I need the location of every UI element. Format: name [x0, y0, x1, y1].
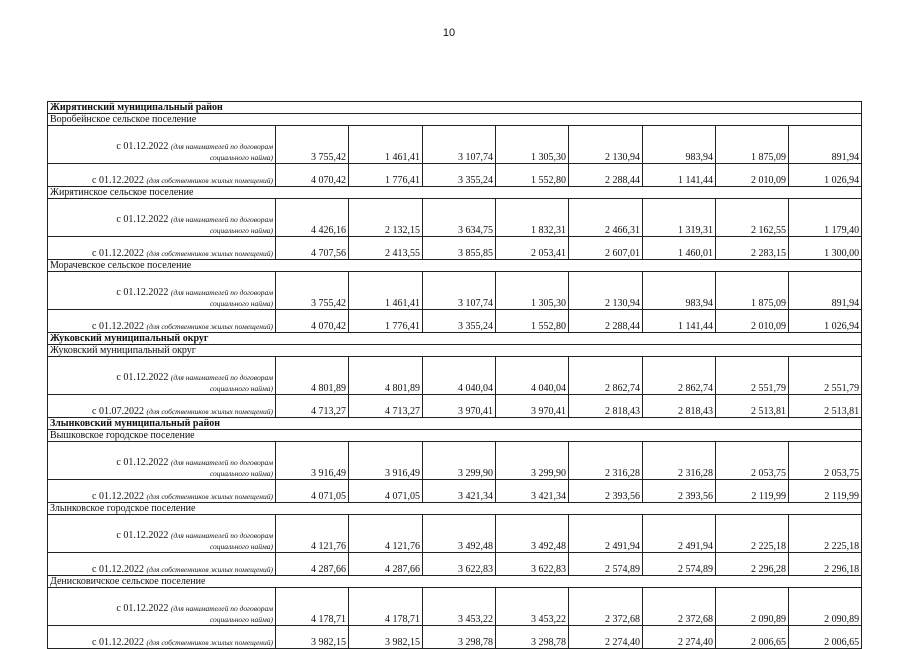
tariff-value: 2 491,94 — [569, 515, 643, 553]
row-label — [48, 626, 276, 649]
tenant-note-cont: социального найма) — [209, 469, 273, 478]
row-label — [48, 395, 276, 418]
district-name: Жуковский муниципальный округ — [48, 333, 862, 345]
row-label — [48, 588, 276, 626]
tariff-value: 2 513,81 — [716, 395, 789, 418]
tariff-value: 2 274,40 — [643, 626, 716, 649]
tariff-value: 3 755,42 — [276, 272, 349, 310]
tariff-value: 3 970,41 — [423, 395, 496, 418]
effective-date: с 01.12.2022 — [116, 287, 169, 298]
tariff-value: 2 491,94 — [643, 515, 716, 553]
tariff-value: 2 818,43 — [643, 395, 716, 418]
effective-date: с 01.07.2022 — [92, 406, 144, 417]
row-label — [48, 480, 276, 503]
tariff-value: 3 634,75 — [423, 199, 496, 237]
tariff-value: 2 466,31 — [569, 199, 643, 237]
tariff-table — [47, 101, 862, 649]
subsection-header-row — [48, 503, 862, 515]
tenant-note-cont: социального найма) — [209, 153, 273, 162]
tariff-value: 2 162,55 — [716, 199, 789, 237]
effective-date: с 01.12.2022 — [116, 603, 169, 614]
tariff-value: 2 393,56 — [643, 480, 716, 503]
tariff-value: 4 713,27 — [276, 395, 349, 418]
row-label — [48, 442, 276, 480]
tariff-value: 1 832,31 — [496, 199, 569, 237]
tariff-value: 2 296,18 — [789, 553, 862, 576]
tenant-note: (для нанимателей по договорам — [170, 288, 273, 297]
district-name: Злынковский муниципальный район — [48, 418, 862, 430]
tariff-value: 2 132,15 — [349, 199, 423, 237]
table-row — [48, 442, 862, 480]
effective-date: с 01.12.2022 — [92, 564, 144, 575]
tariff-value: 1 026,94 — [789, 310, 862, 333]
owner-note: (для собственников жилых помещений) — [146, 176, 273, 185]
effective-date: с 01.12.2022 — [116, 457, 169, 468]
tariff-value: 2 862,74 — [569, 357, 643, 395]
tariff-value: 4 713,27 — [349, 395, 423, 418]
tariff-value: 2 296,28 — [716, 553, 789, 576]
tariff-value: 2 130,94 — [569, 126, 643, 164]
effective-date: с 01.12.2022 — [92, 248, 144, 259]
settlement-name: Вышковское городское поселение — [48, 430, 862, 442]
tariff-value: 3 982,15 — [349, 626, 423, 649]
tariff-value: 1 875,09 — [716, 126, 789, 164]
tariff-value: 2 551,79 — [789, 357, 862, 395]
tariff-value: 3 298,78 — [423, 626, 496, 649]
tariff-value: 2 574,89 — [569, 553, 643, 576]
settlement-name: Злынковское городское поселение — [48, 503, 862, 515]
tariff-value: 983,94 — [643, 272, 716, 310]
tariff-value: 2 574,89 — [643, 553, 716, 576]
page-number: 10 — [442, 27, 456, 39]
tariff-value: 4 287,66 — [276, 553, 349, 576]
tariff-value: 4 071,05 — [276, 480, 349, 503]
row-label — [48, 357, 276, 395]
row-label — [48, 515, 276, 553]
effective-date: с 01.12.2022 — [116, 372, 169, 383]
tariff-value: 3 916,49 — [276, 442, 349, 480]
tariff-value: 4 121,76 — [276, 515, 349, 553]
tariff-value: 4 426,16 — [276, 199, 349, 237]
tariff-value: 2 053,41 — [496, 237, 569, 260]
row-label — [48, 164, 276, 187]
tariff-value: 2 372,68 — [569, 588, 643, 626]
tariff-value: 2 551,79 — [716, 357, 789, 395]
tariff-value: 3 299,90 — [423, 442, 496, 480]
effective-date: с 01.12.2022 — [92, 321, 144, 332]
tariff-value: 2 316,28 — [643, 442, 716, 480]
tariff-value: 3 970,41 — [496, 395, 569, 418]
tariff-value: 1 875,09 — [716, 272, 789, 310]
tariff-value: 1 141,44 — [643, 310, 716, 333]
settlement-name: Воробейнское сельское поселение — [48, 114, 862, 126]
subsection-header-row — [48, 576, 862, 588]
tariff-value: 3 622,83 — [496, 553, 569, 576]
row-label — [48, 199, 276, 237]
tariff-value: 4 121,76 — [349, 515, 423, 553]
tariff-value: 3 107,74 — [423, 126, 496, 164]
tenant-note: (для нанимателей по договорам — [170, 604, 273, 613]
district-name: Жирятинский муниципальный район — [48, 102, 862, 114]
tariff-value: 4 178,71 — [349, 588, 423, 626]
effective-date: с 01.12.2022 — [116, 530, 169, 541]
table-row — [48, 480, 862, 503]
tenant-note: (для нанимателей по договорам — [170, 142, 273, 151]
tariff-value: 1 552,80 — [496, 164, 569, 187]
tariff-value: 3 453,22 — [496, 588, 569, 626]
tariff-value: 2 225,18 — [716, 515, 789, 553]
table-row — [48, 237, 862, 260]
effective-date: с 01.12.2022 — [92, 637, 144, 648]
table-row — [48, 357, 862, 395]
tariff-value: 1 461,41 — [349, 272, 423, 310]
settlement-name: Жуковский муниципальный округ — [48, 345, 862, 357]
tenant-note-cont: социального найма) — [209, 542, 273, 551]
row-label — [48, 237, 276, 260]
tariff-table-body — [48, 102, 862, 649]
tariff-value: 2 283,15 — [716, 237, 789, 260]
tariff-value: 3 982,15 — [276, 626, 349, 649]
row-label — [48, 310, 276, 333]
tariff-value: 3 298,78 — [496, 626, 569, 649]
tariff-value: 2 288,44 — [569, 310, 643, 333]
tariff-value: 1 461,41 — [349, 126, 423, 164]
tariff-value: 1 460,01 — [643, 237, 716, 260]
owner-note: (для собственников жилых помещений) — [146, 565, 273, 574]
subsection-header-row — [48, 187, 862, 199]
tariff-value: 1 300,00 — [789, 237, 862, 260]
row-label — [48, 272, 276, 310]
tariff-value: 3 299,90 — [496, 442, 569, 480]
tariff-value: 2 130,94 — [569, 272, 643, 310]
tariff-value: 2 372,68 — [643, 588, 716, 626]
tariff-value: 2 316,28 — [569, 442, 643, 480]
tariff-value: 1 776,41 — [349, 310, 423, 333]
tariff-value: 2 006,65 — [716, 626, 789, 649]
tariff-value: 4 801,89 — [276, 357, 349, 395]
tariff-value: 2 090,89 — [789, 588, 862, 626]
tenant-note: (для нанимателей по договорам — [170, 458, 273, 467]
tariff-value: 2 513,81 — [789, 395, 862, 418]
subsection-header-row — [48, 114, 862, 126]
effective-date: с 01.12.2022 — [92, 175, 144, 186]
effective-date: с 01.12.2022 — [116, 214, 169, 225]
tariff-value: 3 855,85 — [423, 237, 496, 260]
table-row — [48, 310, 862, 333]
settlement-name: Жирятинское сельское поселение — [48, 187, 862, 199]
settlement-name: Морачевское сельское поселение — [48, 260, 862, 272]
tariff-value: 3 492,48 — [496, 515, 569, 553]
settlement-name: Денисковичское сельское поселение — [48, 576, 862, 588]
owner-note: (для собственников жилых помещений) — [146, 638, 273, 647]
tariff-value: 4 801,89 — [349, 357, 423, 395]
tariff-value: 1 305,30 — [496, 126, 569, 164]
section-header-row — [48, 102, 862, 114]
tariff-value: 4 071,05 — [349, 480, 423, 503]
tariff-value: 3 421,34 — [423, 480, 496, 503]
tariff-value: 3 916,49 — [349, 442, 423, 480]
tariff-value: 3 622,83 — [423, 553, 496, 576]
tariff-value: 3 492,48 — [423, 515, 496, 553]
tariff-value: 2 288,44 — [569, 164, 643, 187]
owner-note: (для собственников жилых помещений) — [146, 492, 273, 501]
owner-note: (для собственников жилых помещений) — [146, 322, 273, 331]
table-row — [48, 515, 862, 553]
tariff-value: 4 178,71 — [276, 588, 349, 626]
tariff-value: 2 818,43 — [569, 395, 643, 418]
tariff-value: 2 393,56 — [569, 480, 643, 503]
tariff-value: 3 755,42 — [276, 126, 349, 164]
tariff-value: 1 305,30 — [496, 272, 569, 310]
row-label — [48, 126, 276, 164]
tariff-value: 4 040,04 — [423, 357, 496, 395]
tariff-value: 2 119,99 — [716, 480, 789, 503]
row-label — [48, 553, 276, 576]
table-row — [48, 588, 862, 626]
subsection-header-row — [48, 430, 862, 442]
tenant-note-cont: социального найма) — [209, 299, 273, 308]
tenant-note: (для нанимателей по договорам — [170, 373, 273, 382]
tenant-note-cont: социального найма) — [209, 226, 273, 235]
subsection-header-row — [48, 345, 862, 357]
tariff-value: 3 355,24 — [423, 164, 496, 187]
tariff-value: 1 776,41 — [349, 164, 423, 187]
effective-date: с 01.12.2022 — [92, 491, 144, 502]
section-header-row — [48, 418, 862, 430]
tariff-value: 1 179,40 — [789, 199, 862, 237]
table-row — [48, 272, 862, 310]
table-row — [48, 164, 862, 187]
tariff-value: 4 040,04 — [496, 357, 569, 395]
tariff-value: 3 107,74 — [423, 272, 496, 310]
tenant-note-cont: социального найма) — [209, 615, 273, 624]
subsection-header-row — [48, 260, 862, 272]
tariff-value: 4 070,42 — [276, 310, 349, 333]
tariff-value: 2 607,01 — [569, 237, 643, 260]
tariff-value: 891,94 — [789, 126, 862, 164]
tariff-value: 2 119,99 — [789, 480, 862, 503]
table-row — [48, 553, 862, 576]
table-row — [48, 626, 862, 649]
tariff-value: 3 453,22 — [423, 588, 496, 626]
tariff-value: 2 010,09 — [716, 164, 789, 187]
tariff-value: 1 319,31 — [643, 199, 716, 237]
tariff-value: 3 355,24 — [423, 310, 496, 333]
tariff-value: 2 274,40 — [569, 626, 643, 649]
tariff-value: 1 552,80 — [496, 310, 569, 333]
tariff-value: 983,94 — [643, 126, 716, 164]
tariff-value: 1 141,44 — [643, 164, 716, 187]
table-row — [48, 395, 862, 418]
table-row — [48, 126, 862, 164]
tariff-value: 3 421,34 — [496, 480, 569, 503]
tariff-value: 2 010,09 — [716, 310, 789, 333]
tenant-note-cont: социального найма) — [209, 384, 273, 393]
tariff-value: 1 026,94 — [789, 164, 862, 187]
section-header-row — [48, 333, 862, 345]
tariff-value: 2 053,75 — [789, 442, 862, 480]
tenant-note: (для нанимателей по договорам — [170, 531, 273, 540]
tariff-value: 891,94 — [789, 272, 862, 310]
tariff-value: 2 413,55 — [349, 237, 423, 260]
owner-note: (для собственников жилых помещений) — [146, 249, 273, 258]
tenant-note: (для нанимателей по договорам — [170, 215, 273, 224]
tariff-value: 2 006,65 — [789, 626, 862, 649]
tariff-value: 2 053,75 — [716, 442, 789, 480]
tariff-value: 4 287,66 — [349, 553, 423, 576]
owner-note: (для собственников жилых помещений) — [146, 407, 273, 416]
effective-date: с 01.12.2022 — [116, 141, 169, 152]
table-row — [48, 199, 862, 237]
tariff-value: 4 707,56 — [276, 237, 349, 260]
tariff-value: 2 225,18 — [789, 515, 862, 553]
tariff-value: 2 862,74 — [643, 357, 716, 395]
tariff-value: 2 090,89 — [716, 588, 789, 626]
tariff-value: 4 070,42 — [276, 164, 349, 187]
